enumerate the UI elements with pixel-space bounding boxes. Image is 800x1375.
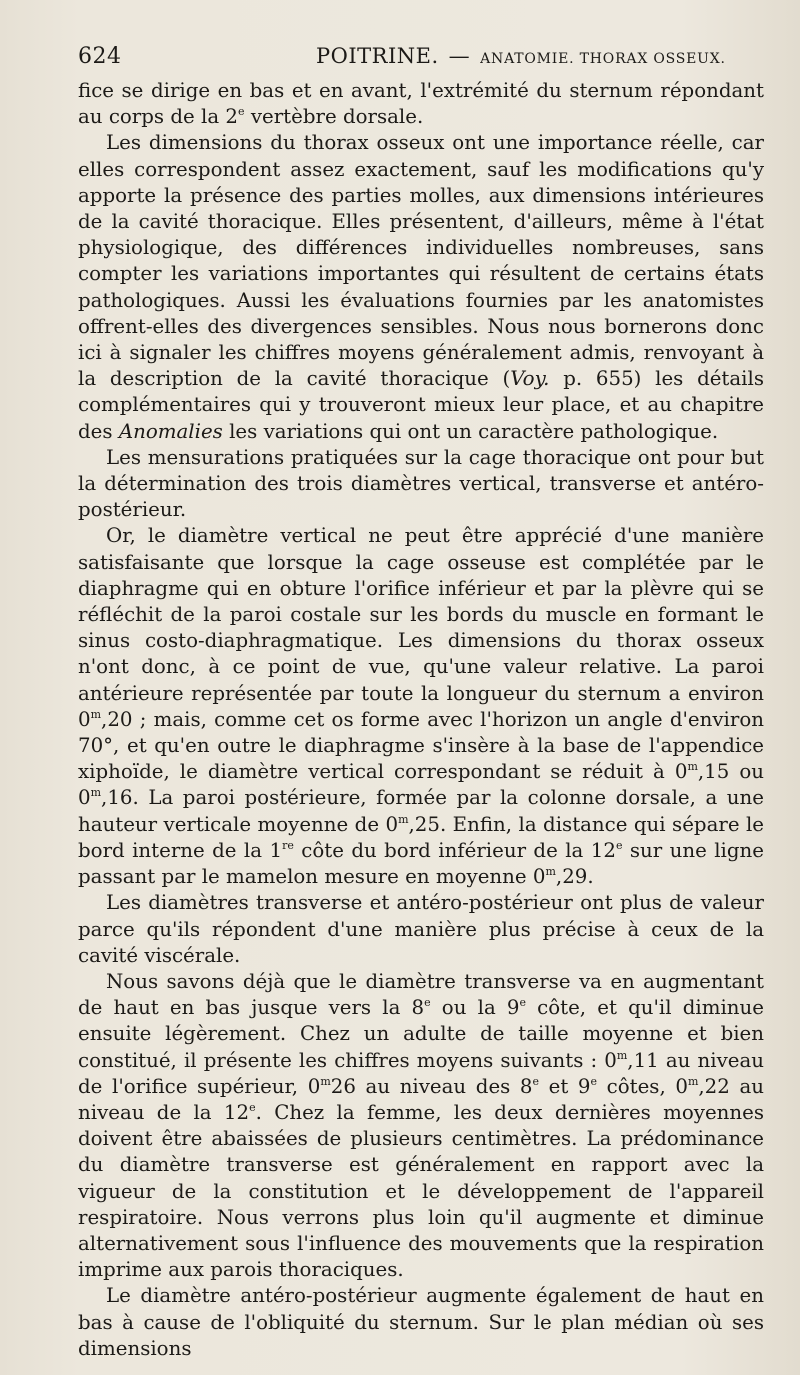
superscript: e (532, 1074, 540, 1088)
text-run: les variations qui ont un caractère pathologique. (222, 419, 719, 443)
italic-text: Anomalies (118, 419, 223, 443)
text-run: côtes, 0 (597, 1074, 688, 1098)
superscript: m (90, 786, 102, 800)
paragraph (78, 130, 764, 444)
superscript: e (249, 1100, 256, 1114)
text-run: Les diamètres transverse et antéro-postérieur ont plus de valeur parce qu'ils répondent d'une manière plus précise à ceux de la cavité viscérale. (78, 891, 764, 967)
superscript: m (320, 1074, 331, 1088)
text-run: vertèbre dorsale. (244, 105, 424, 129)
text-run: Les mensurations pratiquées sur la cage thoracique ont pour but la détermination des trois diamètres vertical, transverse et antéro-postérieur. (78, 445, 764, 522)
paragraph (78, 78, 764, 130)
superscript: e (590, 1074, 598, 1088)
text-run: ,25. Enfin, la distance qui sépare le bord interne de la 1 (78, 812, 764, 862)
running-title-main: POITRINE. (316, 44, 439, 68)
superscript: m (90, 707, 102, 721)
superscript: e (615, 838, 623, 852)
text-run: et 9 (539, 1074, 591, 1098)
text-run: Le diamètre antéro-postérieur augmente également de haut en bas à cause de l'obliquité du sternum. Sur le plan médian où ses dimensions (78, 1284, 764, 1360)
text-run: . Chez la femme, les deux dernières moyennes doivent être abaissées de plusieurs centimètres. La prédominance du diamètre transverse est généralement en rapport avec la vigueur de la constitution et le développement de l'appareil respiratoire. Nous verrons plus loin qu'il augmente et diminue alternativement sous l'influence des mouvements que la respiration imprime aux parois thoraciques. (78, 1100, 764, 1282)
text-run: sur une ligne passant par le mamelon mesure en moyenne 0 (78, 838, 764, 889)
text-run: p. 655) les détails complémentaires qui y trouveront mieux leur place, et au chapitre des (78, 367, 764, 443)
text-run: côte du bord inférieur de la 12 (293, 838, 616, 862)
text-run: ou la 9 (430, 996, 520, 1020)
page-number: 624 (78, 44, 122, 69)
italic-text: Voy. (510, 367, 550, 391)
text-run: ,15 ou 0 (78, 760, 765, 810)
text-run: côte, et qu'il diminue ensuite légèrement. Chez un adulte de taille moyenne et bien constitué, il présente les chiffres moyens suivants : 0 (78, 996, 764, 1072)
superscript: m (545, 865, 556, 879)
text-run: Or, le diamètre vertical ne peut être apprécié d'une manière satisfaisante que lorsque la cage osseuse est complétée par le diaphragme qui en obture l'orifice inférieur et par la plèvre qui se réfléchit de la paroi costale sur les bords du muscle en formant le sinus costo-diaphragmatique. Les dimensions du thorax osseux n'ont donc, à ce point de vue, qu'une valeur relative. La paroi antérieure représentée par toute la longueur du sternum a environ 0 (78, 524, 764, 731)
paragraph (78, 445, 764, 524)
superscript: e (519, 996, 526, 1010)
superscript: e (424, 996, 431, 1010)
paragraph (78, 1283, 764, 1362)
superscript: re (282, 838, 294, 852)
superscript: m (687, 1074, 699, 1088)
superscript: m (616, 1048, 628, 1062)
body-text (78, 78, 764, 1362)
text-run: ,16. La paroi postérieure, formée par la colonne dorsale, a une hauteur verticale moyenne de 0 (78, 786, 764, 836)
running-header (78, 40, 768, 74)
paragraph (78, 890, 764, 969)
paragraph (78, 969, 764, 1283)
text-run: ,22 au niveau de la 12 (78, 1074, 764, 1124)
text-run: ,11 au niveau de l'orifice supérieur, 0 (78, 1048, 764, 1098)
text-run: ,20 ; mais, comme cet os forme avec l'horizon un angle d'environ 70°, et qu'en outre le diaphragme s'insère à la base de l'appendice xiphoïde, le diamètre vertical correspondant se réduit à 0 (78, 707, 764, 784)
text-run: Nous savons déjà que le diamètre transverse va en augmentant de haut en bas jusque vers la 8 (78, 969, 764, 1020)
superscript: m (687, 760, 698, 774)
text-run: Les dimensions du thorax osseux ont une importance réelle, car elles correspondent assez exactement, sauf les modifications qu'y apporte la présence des parties molles, aux dimensions intérieures de la cavité thoracique. Elles présentent, d'ailleurs, même à l'état physiologique, des différences individuelles nombreuses, sans compter les variations importantes qui résultent de certains états pathologiques. Aussi les évaluations fournies par les anatomistes offrent-elles des divergences sensibles. Nous nous bornerons donc ici à signaler les chiffres moyens généralement admis, renvoyant à la description de la cavité thoracique ( (78, 131, 764, 391)
superscript: e (238, 105, 245, 119)
running-subtitle: ANATOMIE. THORAX OSSEUX. (480, 51, 726, 67)
text-run: fice se dirige en bas et en avant, l'extrémité du sternum répondant au corps de la 2 (78, 79, 764, 129)
paragraph (78, 523, 764, 890)
text-run: 26 au niveau des 8 (330, 1074, 533, 1098)
text-run: ,29. (555, 865, 594, 889)
title-separator: — (448, 44, 471, 68)
superscript: m (398, 812, 409, 826)
running-title (316, 44, 726, 68)
